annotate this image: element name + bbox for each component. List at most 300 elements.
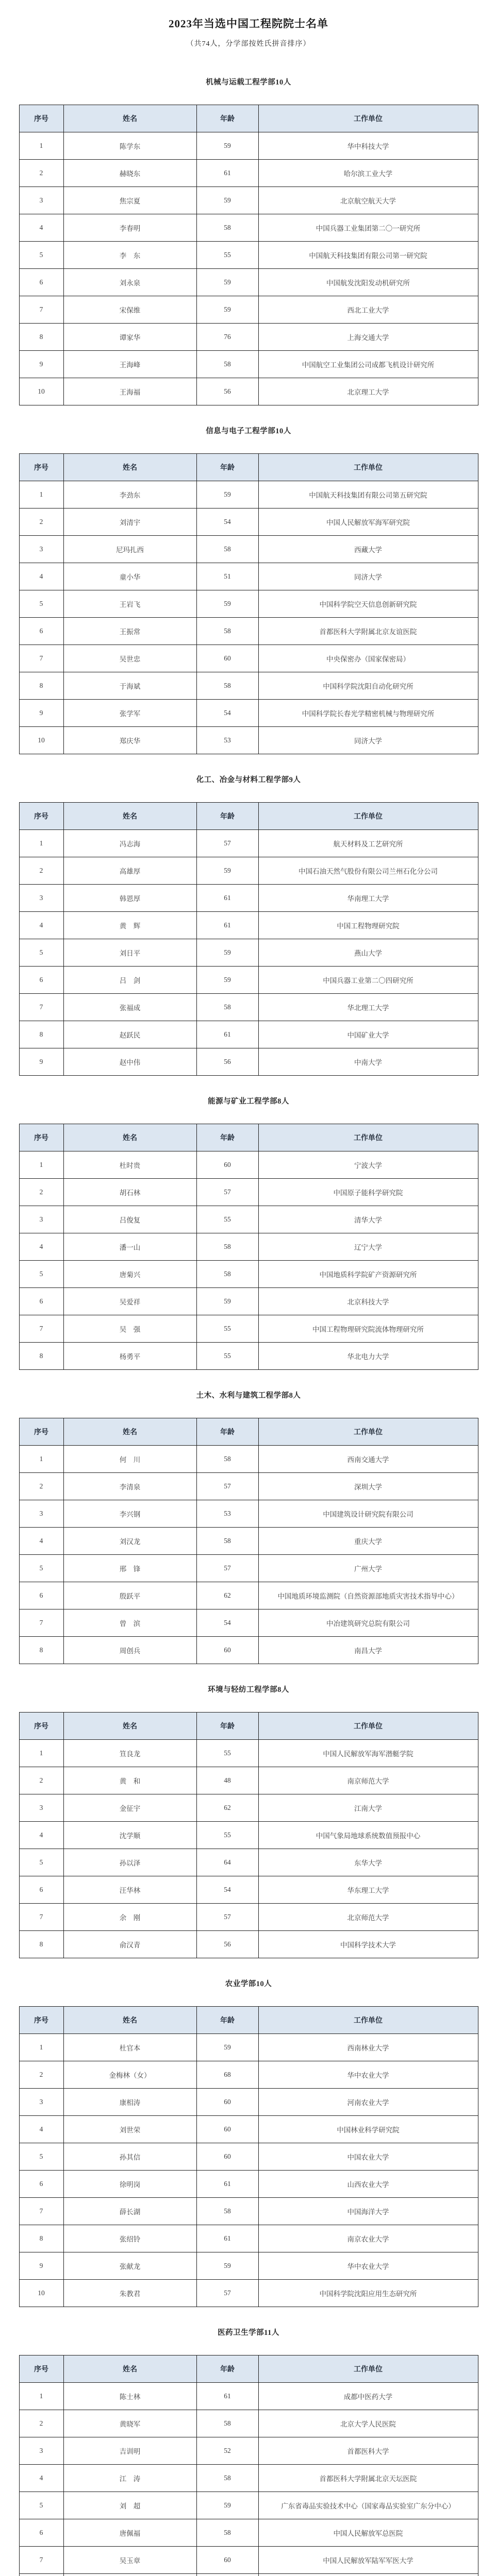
cell-name: 吴爱祥 [63,1288,196,1315]
cell-index: 7 [19,645,63,672]
cell-workunit: 中央保密办（国家保密局） [258,645,478,672]
table-row [19,536,478,563]
column-header: 姓名 [63,2355,196,2383]
column-header: 年龄 [196,1713,258,1740]
cell-workunit: 东华大学 [258,1849,478,1876]
cell-age: 60 [196,2143,258,2171]
cell-index: 8 [19,1021,63,1048]
cell-index: 6 [19,618,63,645]
table-row [19,1446,478,1473]
cell-name: 曾 滨 [63,1609,196,1637]
cell-age: 60 [196,2547,258,2574]
table-row [19,1609,478,1637]
cell-age: 59 [196,939,258,967]
table-row [19,1767,478,1794]
cell-index: 1 [19,2383,63,2410]
cell-age: 53 [196,727,258,754]
table-row [19,1315,478,1343]
cell-workunit: 中国科学院空天信息创新研究院 [258,590,478,618]
cell-name: 刘日平 [63,939,196,967]
page-subtitle: （共74人，分学部按姓氏拼音排序） [0,38,497,48]
table-row [19,132,478,160]
cell-workunit: 南京师范大学 [258,1767,478,1794]
cell-age: 60 [196,2116,258,2143]
cell-age: 64 [196,1849,258,1876]
cell-workunit: 中冶建筑研究总院有限公司 [258,1609,478,1637]
cell-workunit: 北京大学人民医院 [258,2410,478,2437]
cell-name: 吕俊复 [63,1206,196,1233]
cell-name: 郑庆华 [63,727,196,754]
cell-index: 6 [19,1876,63,1904]
cell-index: 7 [19,2198,63,2225]
cell-age: 61 [196,912,258,939]
cell-name: 吉训明 [63,2437,196,2465]
cell-age: 62 [196,1794,258,1822]
cell-workunit: 河南农业大学 [258,2089,478,2116]
roster-table [19,1712,478,1958]
cell-name: 黄 和 [63,1767,196,1794]
cell-age: 58 [196,672,258,700]
cell-age: 59 [196,967,258,994]
cell-workunit: 华北理工大学 [258,994,478,1021]
cell-index: 2 [19,160,63,187]
section-title: 医药卫生学部11人 [0,2327,497,2337]
header-row [19,2355,478,2383]
cell-age: 48 [196,1767,258,1794]
cell-index: 7 [19,1609,63,1637]
cell-name: 徐明岗 [63,2171,196,2198]
cell-workunit: 华东理工大学 [258,1876,478,1904]
cell-index: 6 [19,1582,63,1609]
table-row [19,1582,478,1609]
table-row [19,1555,478,1582]
cell-age: 60 [196,1151,258,1179]
cell-workunit: 中南大学 [258,1048,478,1076]
table-row [19,1261,478,1288]
table-row [19,967,478,994]
roster-table [19,105,478,405]
cell-workunit: 中国科学技术大学 [258,1931,478,1958]
cell-age: 68 [196,2061,258,2089]
cell-index: 7 [19,1904,63,1931]
table-row [19,2519,478,2547]
cell-name: 王海峰 [63,351,196,378]
table-row [19,618,478,645]
sections-container [0,76,497,2576]
cell-age: 59 [196,857,258,885]
cell-age: 55 [196,1740,258,1767]
column-header: 姓名 [63,2007,196,2034]
cell-age: 52 [196,2437,258,2465]
department-section [0,76,497,405]
cell-index: 5 [19,242,63,269]
cell-index: 4 [19,2465,63,2492]
cell-age: 55 [196,242,258,269]
cell-age: 58 [196,2198,258,2225]
cell-index: 10 [19,378,63,405]
table-row [19,509,478,536]
table-row [19,1849,478,1876]
cell-age: 59 [196,1288,258,1315]
table-row [19,1473,478,1500]
table-row [19,378,478,405]
cell-index: 3 [19,2089,63,2116]
column-header: 年龄 [196,1418,258,1446]
cell-workunit: 南京农业大学 [258,2225,478,2252]
cell-workunit: 北京航空航天大学 [258,187,478,214]
cell-name: 康相涛 [63,2089,196,2116]
cell-name: 黄 辉 [63,912,196,939]
table-row [19,2198,478,2225]
cell-workunit: 西南交通大学 [258,1446,478,1473]
cell-workunit: 中国地质环境监测院（自然资源部地质灾害技术指导中心） [258,1582,478,1609]
table-row [19,2061,478,2089]
cell-index: 8 [19,324,63,351]
column-header: 姓名 [63,105,196,132]
table-row [19,214,478,242]
cell-index: 7 [19,994,63,1021]
cell-name: 张学军 [63,700,196,727]
cell-age: 59 [196,2252,258,2280]
cell-name: 薛长湖 [63,2198,196,2225]
header-row [19,105,478,132]
table-row [19,1233,478,1261]
cell-index: 2 [19,2410,63,2437]
cell-workunit: 首都医科大学 [258,2437,478,2465]
cell-index: 5 [19,1261,63,1288]
cell-age: 58 [196,1528,258,1555]
column-header: 序号 [19,2355,63,2383]
cell-name: 唐菊兴 [63,1261,196,1288]
column-header: 序号 [19,1418,63,1446]
department-section [0,425,497,754]
cell-name: 刘清宇 [63,509,196,536]
cell-workunit: 西北工业大学 [258,296,478,324]
cell-index: 9 [19,700,63,727]
cell-age: 62 [196,1582,258,1609]
table-row [19,2225,478,2252]
cell-name: 李春明 [63,214,196,242]
section-title: 化工、冶金与材料工程学部9人 [0,774,497,785]
header-row [19,803,478,830]
table-row [19,2492,478,2519]
cell-workunit: 中国地质科学院矿产资源研究所 [258,1261,478,1288]
cell-name: 冯志海 [63,830,196,857]
cell-index: 1 [19,1740,63,1767]
cell-age: 61 [196,885,258,912]
table-row [19,2143,478,2171]
cell-workunit: 中国科学院沈阳应用生态研究所 [258,2280,478,2307]
cell-name: 赵中伟 [63,1048,196,1076]
cell-workunit: 中国兵器工业第二〇四研究所 [258,967,478,994]
cell-name: 李清泉 [63,1473,196,1500]
cell-name: 张福成 [63,994,196,1021]
table-row [19,1904,478,1931]
table-row [19,351,478,378]
cell-index: 2 [19,857,63,885]
cell-name: 周创兵 [63,1637,196,1664]
cell-name: 陈士林 [63,2383,196,2410]
cell-name: 吴世忠 [63,645,196,672]
table-row [19,2574,478,2576]
column-header: 工作单位 [258,1713,478,1740]
cell-index: 9 [19,1048,63,1076]
cell-age: 55 [196,1206,258,1233]
table-row [19,885,478,912]
cell-index: 4 [19,1822,63,1849]
table-row [19,672,478,700]
cell-index: 4 [19,912,63,939]
cell-name: 王海福 [63,378,196,405]
cell-name: 高雄厚 [63,857,196,885]
cell-workunit: 北京师范大学 [258,1904,478,1931]
cell-index: 8 [19,2225,63,2252]
cell-age [196,2574,258,2576]
table-row [19,563,478,590]
table-row [19,1822,478,1849]
cell-age: 57 [196,830,258,857]
table-row [19,296,478,324]
cell-age: 76 [196,324,258,351]
cell-index: 4 [19,563,63,590]
cell-age: 61 [196,2171,258,2198]
cell-workunit: 同济大学 [258,563,478,590]
cell-name: 李 东 [63,242,196,269]
table-row [19,830,478,857]
roster-table [19,1418,478,1664]
table-row [19,857,478,885]
cell-index [19,2574,63,2576]
cell-name: 杜官本 [63,2034,196,2061]
cell-workunit: 辽宁大学 [258,1233,478,1261]
cell-workunit [258,2574,478,2576]
cell-index: 1 [19,1446,63,1473]
table-row [19,2116,478,2143]
column-header: 工作单位 [258,2007,478,2034]
department-section [0,1978,497,2307]
cell-name: 李兴钢 [63,1500,196,1528]
table-row [19,645,478,672]
cell-name: 孙以泽 [63,1849,196,1876]
cell-age: 59 [196,187,258,214]
section-title: 农业学部10人 [0,1978,497,1989]
roster-table [19,1124,478,1370]
cell-index: 2 [19,1179,63,1206]
cell-index: 1 [19,830,63,857]
cell-name: 吴 强 [63,1315,196,1343]
table-row [19,2437,478,2465]
department-section [0,774,497,1076]
cell-index: 8 [19,672,63,700]
section-title: 环境与轻纺工程学部8人 [0,1684,497,1694]
cell-workunit: 清华大学 [258,1206,478,1233]
cell-index: 4 [19,2116,63,2143]
cell-workunit: 江南大学 [258,1794,478,1822]
department-section [0,2327,497,2576]
cell-age: 57 [196,1473,258,1500]
cell-workunit: 广州大学 [258,1555,478,1582]
cell-index: 10 [19,2280,63,2307]
cell-index: 9 [19,351,63,378]
section-title: 能源与矿业工程学部8人 [0,1095,497,1106]
table-row [19,2383,478,2410]
cell-age: 58 [196,2519,258,2547]
column-header: 姓名 [63,1713,196,1740]
cell-name: 余 刚 [63,1904,196,1931]
cell-workunit: 中国农业大学 [258,2143,478,2171]
cell-age: 56 [196,1931,258,1958]
cell-workunit: 西藏大学 [258,536,478,563]
table-row [19,2171,478,2198]
cell-name: 俞汉青 [63,1931,196,1958]
table-row [19,1931,478,1958]
cell-workunit: 华中科技大学 [258,132,478,160]
cell-index: 5 [19,1555,63,1582]
cell-age: 59 [196,590,258,618]
cell-age: 58 [196,536,258,563]
cell-index: 3 [19,187,63,214]
table-row [19,269,478,296]
cell-index: 6 [19,2519,63,2547]
header-row [19,454,478,481]
cell-workunit: 中国人民解放军陆军军医大学 [258,2547,478,2574]
table-row [19,1740,478,1767]
cell-index: 3 [19,1500,63,1528]
cell-name: 陈学东 [63,132,196,160]
cell-age: 58 [196,351,258,378]
cell-name: 笪良龙 [63,1740,196,1767]
cell-name: 刘 超 [63,2492,196,2519]
department-section [0,1684,497,1958]
table-row [19,2280,478,2307]
roster-table [19,802,478,1076]
cell-index: 3 [19,885,63,912]
column-header: 年龄 [196,803,258,830]
cell-age: 54 [196,1609,258,1637]
cell-workunit: 中国航天科技集团有限公司第五研究院 [258,481,478,509]
column-header: 姓名 [63,1124,196,1151]
column-header: 工作单位 [258,454,478,481]
cell-workunit: 南昌大学 [258,1637,478,1664]
column-header: 工作单位 [258,803,478,830]
cell-name: 杜时贵 [63,1151,196,1179]
table-row [19,1794,478,1822]
cell-index: 4 [19,214,63,242]
cell-workunit: 中国航发沈阳发动机研究所 [258,269,478,296]
cell-age: 61 [196,2225,258,2252]
cell-age: 53 [196,1500,258,1528]
table-row [19,1637,478,1664]
cell-age: 59 [196,481,258,509]
cell-workunit: 中国原子能科学研究院 [258,1179,478,1206]
cell-age: 58 [196,1446,258,1473]
cell-age: 55 [196,1822,258,1849]
roster-table [19,2006,478,2307]
cell-name: 赫晓东 [63,160,196,187]
column-header: 工作单位 [258,105,478,132]
cell-index: 7 [19,296,63,324]
column-header: 序号 [19,2007,63,2034]
cell-workunit: 华北电力大学 [258,1343,478,1370]
cell-index: 5 [19,2492,63,2519]
cell-age: 57 [196,1904,258,1931]
cell-age: 59 [196,2492,258,2519]
table-row [19,160,478,187]
header-row [19,1418,478,1446]
table-row [19,2547,478,2574]
column-header: 年龄 [196,2355,258,2383]
table-row [19,481,478,509]
column-header: 序号 [19,105,63,132]
cell-workunit: 北京理工大学 [258,378,478,405]
cell-age: 58 [196,214,258,242]
cell-index: 10 [19,727,63,754]
column-header: 序号 [19,454,63,481]
cell-index: 3 [19,1794,63,1822]
table-row [19,1876,478,1904]
cell-index: 4 [19,1528,63,1555]
cell-workunit: 中国工程物理研究院 [258,912,478,939]
cell-age: 58 [196,994,258,1021]
cell-name: 尼玛扎西 [63,536,196,563]
cell-age: 55 [196,1343,258,1370]
column-header: 年龄 [196,454,258,481]
column-header: 年龄 [196,1124,258,1151]
column-header: 序号 [19,1124,63,1151]
cell-workunit: 山西农业大学 [258,2171,478,2198]
cell-workunit: 中国兵器工业集团第二〇一研究所 [258,214,478,242]
cell-age: 59 [196,296,258,324]
cell-name: 金梅林（女） [63,2061,196,2089]
cell-name: 刘世荣 [63,2116,196,2143]
cell-name: 胡石林 [63,1179,196,1206]
cell-name: 何 川 [63,1446,196,1473]
cell-name: 刘永泉 [63,269,196,296]
column-header: 工作单位 [258,2355,478,2383]
roster-table [19,2355,478,2576]
cell-workunit: 中国建筑设计研究院有限公司 [258,1500,478,1528]
cell-name: 焦宗夏 [63,187,196,214]
cell-age: 60 [196,2089,258,2116]
cell-age: 54 [196,509,258,536]
cell-age: 56 [196,1048,258,1076]
cell-index: 6 [19,967,63,994]
roster-table [19,453,478,754]
column-header: 工作单位 [258,1124,478,1151]
cell-workunit: 中国航天科技集团有限公司第一研究院 [258,242,478,269]
cell-index: 1 [19,1151,63,1179]
cell-workunit: 华中农业大学 [258,2252,478,2280]
cell-index: 2 [19,509,63,536]
cell-name: 唐佩福 [63,2519,196,2547]
cell-workunit: 上海交通大学 [258,324,478,351]
cell-index: 1 [19,132,63,160]
cell-index: 5 [19,2143,63,2171]
cell-name: 李劲东 [63,481,196,509]
column-header: 姓名 [63,803,196,830]
cell-name: 王岩飞 [63,590,196,618]
cell-name: 潘一山 [63,1233,196,1261]
cell-workunit: 华中农业大学 [258,2061,478,2089]
cell-index: 6 [19,2171,63,2198]
cell-name: 张献龙 [63,2252,196,2280]
cell-index: 1 [19,481,63,509]
cell-name: 宋保维 [63,296,196,324]
cell-age: 55 [196,1315,258,1343]
cell-workunit: 中国气象局地球系统数值预报中心 [258,1822,478,1849]
column-header: 序号 [19,1713,63,1740]
cell-index: 2 [19,2061,63,2089]
